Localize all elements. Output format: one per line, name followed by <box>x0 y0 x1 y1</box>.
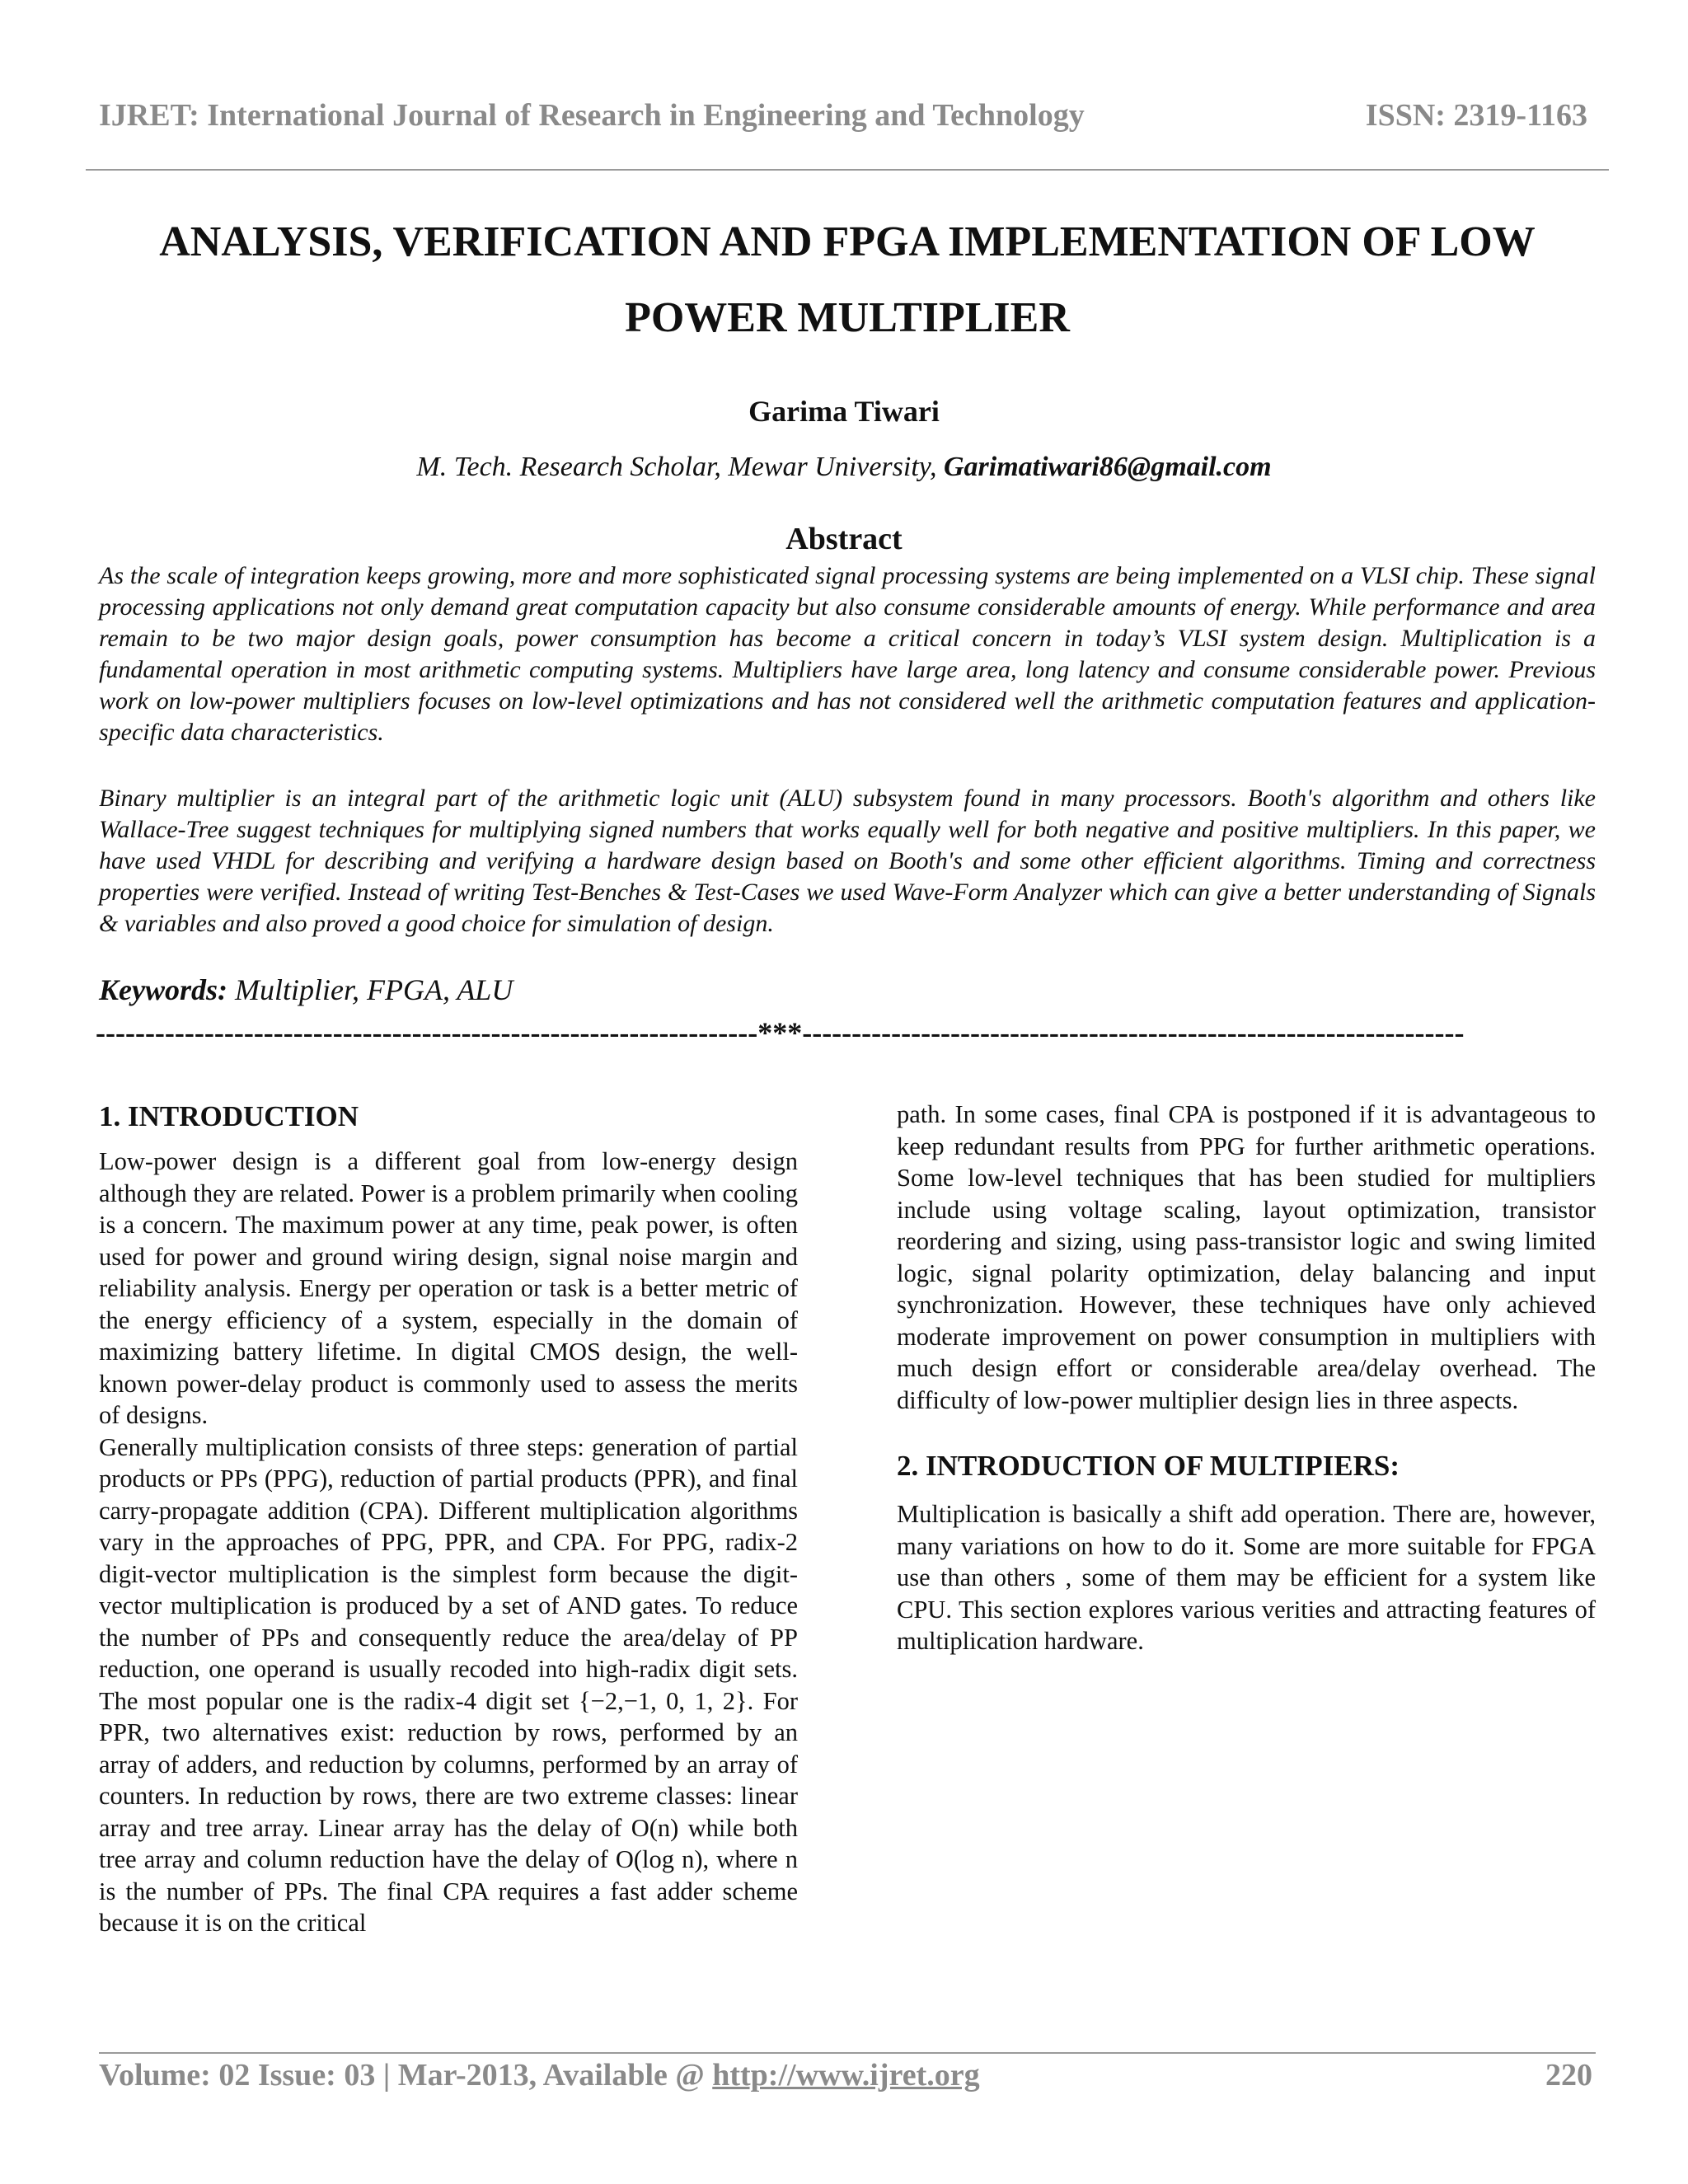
paper-title: ANALYSIS, VERIFICATION AND FPGA IMPLEMENTATION OF LOW POWER MULTIPLIER <box>159 218 1536 341</box>
journal-name: IJRET: International Journal of Research in Engineering and Technology <box>99 98 1085 133</box>
left-column <box>99 1098 798 1939</box>
footer-volume <box>99 2057 980 2093</box>
intro-paragraph-1: Low-power design is a different goal from low-energy design although they are related. Power is a problem primarily when cooling is a concern. The maximum power at any time, peak power, is often used for power and ground wiring design, signal noise margin and reliability analysis. Energy per operation or task is a better metric of the energy efficiency of a system, especially in the domain of maximizing battery lifetime. In digital CMOS design, the well-known power-delay product is commonly used to assess the merits of designs. <box>99 1147 798 1429</box>
section-separator: -------------------------------------------------------------------***------------------------------------------------------------------- <box>96 1016 1465 1049</box>
right-column <box>897 1099 1596 1657</box>
intro-paragraph-2: Generally multiplication consists of three steps: generation of partial products or PPs (PPG), reduction of partial products (PPR), and final carry-propagate addition (CPA). Different multiplication algorithms vary in the approaches of PPG, PPR, and CPA. For PPG, radix-2 digit-vector multiplication is the simplest form because the digit-vector multiplication is produced by a set of AND gates. To reduce the number of PPs and consequently reduce the area/delay of PP reduction, one operand is usually recoded into high-radix digit sets. The most popular one is the radix-4 digit set {−2,−1, 0, 1, 2}. For PPR, two alternatives exist: reduction by rows, performed by an array of adders, and reduction by columns, performed by an array of counters. In reduction by rows, there are two extreme classes: linear array and tree array. Linear array has the delay of O(n) while both tree array and column reduction have the delay of O(log n), where n is the number of PPs. The final CPA requires a fast adder scheme because it is on the critical <box>99 1432 798 1937</box>
author-name: Garima Tiwari <box>748 395 940 428</box>
author-affiliation <box>0 452 1688 483</box>
multipliers-heading: 2. INTRODUCTION OF MULTIPIERS: <box>897 1450 1400 1482</box>
header-divider <box>86 169 1609 171</box>
footer-divider <box>99 2052 1596 2054</box>
multipliers-paragraph-1: Multiplication is basically a shift add operation. There are, however, many variations on how to do it. Some are more suitable for FPGA use than others , some of them may be efficient for a system like CPU. This section explores various verities and attracting features of multiplication hardware. <box>897 1500 1596 1655</box>
affiliation-text: M. Tech. Research Scholar, Mewar University, <box>416 452 944 482</box>
abstract-paragraph-2: Binary multiplier is an integral part of the arithmetic logic unit (ALU) subsystem found in many processors. Booth's algorithm and others like Wallace-Tree suggest techniques for multiplying signed numbers that works equally well for both negative and positive multipliers. In this paper, we have used VHDL for describing and verifying a hardware design based on Booth's and some other efficient algorithms. Timing and correctness properties were verified. Instead of writing Test-Benches & Test-Cases we used Wave-Form Analyzer which can give a better understanding of Signals & variables and also proved a good choice for simulation of design. <box>99 785 1596 937</box>
abstract-paragraph-1: As the scale of integration keeps growing, more and more sophisticated signal processing systems are being implemented on a VLSI chip. These signal processing applications not only demand great computation capacity but also consume considerable amounts of energy. While performance and area remain to be two major design goals, power consumption has become a critical concern in today’s VLSI system design. Multiplication is a fundamental operation in most arithmetic computing systems. Multipliers have large area, long latency and consume considerable power. Previous work on low-power multipliers focuses on low-level optimizations and has not considered well the arithmetic computation features and application-specific data characteristics. <box>99 562 1596 746</box>
keywords <box>99 972 513 1007</box>
issn: ISSN: 2319-1163 <box>1365 98 1587 133</box>
page-number: 220 <box>1545 2058 1592 2093</box>
footer-url-link[interactable]: http://www.ijret.org <box>712 2058 980 2093</box>
keywords-value: Multiplier, FPGA, ALU <box>227 973 513 1006</box>
keywords-label: Keywords: <box>99 973 227 1006</box>
intro-paragraph-3: path. In some cases, final CPA is postponed if it is advantageous to keep redundant results from PPG for further arithmetic operations. Some low-level techniques that has been studied for multipliers include using voltage scaling, layout optimization, transistor reordering and sizing, using pass-transistor logic and swing limited logic, signal polarity optimization, delay balancing and input synchronization. However, these techniques have only achieved moderate improvement on power consumption in multipliers with much design effort or considerable area/delay overhead. The difficulty of low-power multiplier design lies in three aspects. <box>897 1100 1596 1414</box>
intro-heading: 1. INTRODUCTION <box>99 1100 359 1132</box>
footer-volume-text: Volume: 02 Issue: 03 | Mar-2013, Available @ <box>99 2058 713 2093</box>
abstract-heading: Abstract <box>785 522 903 556</box>
author-email[interactable]: Garimatiwari86@gmail.com <box>944 452 1272 482</box>
